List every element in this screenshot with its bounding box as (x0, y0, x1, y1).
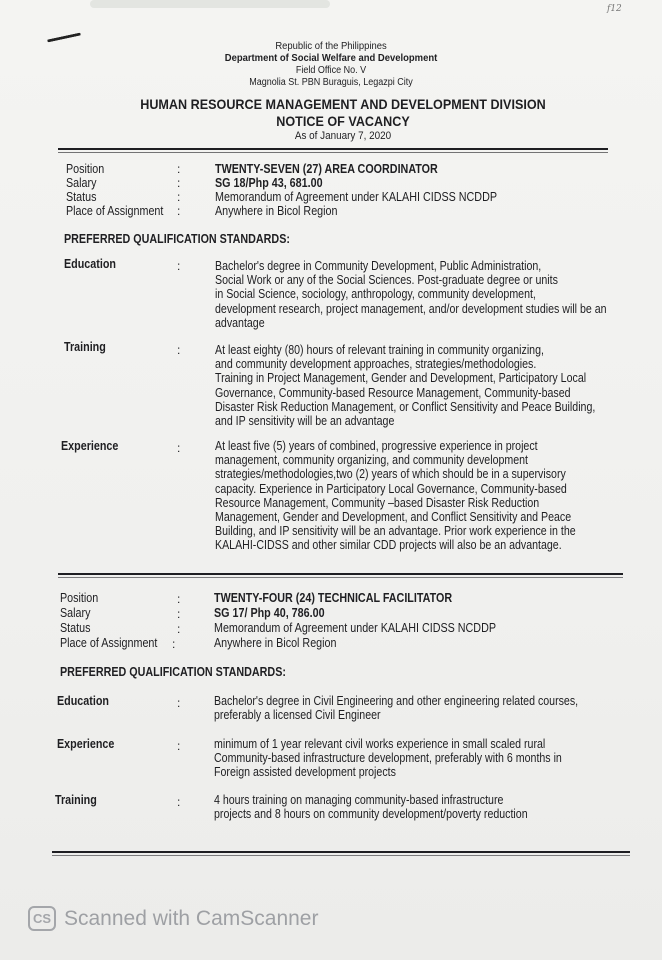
scan-smudge (90, 0, 330, 8)
colon: : (177, 622, 181, 636)
colon: : (177, 204, 181, 218)
header-divider (58, 148, 608, 150)
word: in (494, 439, 503, 453)
education-label: Education (64, 257, 116, 271)
pqs-heading: PREFERRED QUALIFICATION STANDARDS: (60, 665, 286, 679)
colon: : (177, 176, 181, 190)
camscanner-watermark (28, 906, 318, 931)
notice-title: NOTICE OF VACANCY (276, 113, 410, 129)
training-label: Training (55, 793, 97, 807)
header-republic: Republic of the Philippines (275, 40, 387, 52)
pqs-heading: PREFERRED QUALIFICATION STANDARDS: (64, 232, 290, 246)
place-label: Place of Assignment (60, 636, 158, 650)
text-line: Community-based infrastructure development, preferably with 6 months in (214, 751, 562, 766)
place-value: Anywhere in Bicol Region (215, 204, 338, 218)
text-line: Management, Gender and Development, and Conflict Sensitivity and Peace (215, 510, 572, 525)
colon: : (177, 190, 181, 204)
status-value: Memorandum of Agreement under KALAHI CIDSS NCDDP (214, 621, 497, 635)
training-label: Training (64, 340, 106, 354)
text-line: Social Work or any of the Social Sciences. Post-graduate degree or units (215, 273, 558, 288)
text-line: development research, project management, and/or development studies will be an (215, 301, 607, 316)
colon: : (177, 795, 181, 809)
salary-label: Salary (60, 606, 91, 620)
text-line: Resource Management, Community –based Disaster Risk Reduction (215, 495, 540, 510)
salary-value: SG 17/ Php 40, 786.00 (214, 606, 325, 620)
section-divider-thin (58, 577, 623, 578)
status-label: Status (66, 190, 97, 204)
salary-label: Salary (66, 176, 97, 190)
header-address: Magnolia St. PBN Buraguis, Legazpi City (249, 77, 413, 88)
text-line: 4 hours training on managing community-based infrastructure (214, 793, 504, 807)
text-line: projects and 8 hours on community development/poverty reduction (214, 807, 528, 822)
place-label: Place of Assignment (66, 204, 164, 218)
status-label: Status (60, 621, 91, 635)
word: years (288, 439, 315, 453)
position-label: Position (66, 162, 105, 176)
colon: : (177, 739, 181, 753)
word: five (253, 439, 270, 453)
text-line: Bachelor's degree in Community Development, Public Administration, (215, 259, 542, 273)
notice-date: As of January 7, 2020 (294, 130, 392, 142)
colon: : (177, 441, 181, 455)
text-line: strategies/methodologies,two (2) years of which should be in a supervisory (215, 467, 566, 482)
training-text (214, 793, 528, 821)
colon: : (177, 592, 181, 606)
colon: : (172, 637, 176, 651)
header-department: Department of Social Welfare and Development (224, 52, 438, 64)
justified-line (215, 439, 618, 453)
word: progressive (381, 439, 437, 453)
header-field-office: Field Office No. V (295, 65, 367, 76)
colon: : (177, 162, 181, 176)
colon: : (177, 696, 181, 710)
text-line: in Social Science, sociology, anthropology, community development, (215, 287, 536, 302)
salary-value: SG 18/Php 43, 681.00 (215, 176, 323, 190)
footer-divider-thin (52, 855, 630, 856)
experience-text (215, 439, 618, 553)
text-line: management, community organizing, and community development (215, 453, 529, 468)
word: combined, (329, 439, 379, 453)
watermark-text: Scanned with CamScanner (64, 906, 319, 930)
text-line: Governance, Community-based Resource Management, Community-based (215, 385, 571, 400)
place-value: Anywhere in Bicol Region (214, 636, 337, 650)
position-label: Position (60, 591, 99, 605)
position-value: TWENTY-FOUR (24) TECHNICAL FACILITATOR (214, 591, 453, 605)
text-line: KALAHI-CIDSS and other similar CDD projects will also be an advantage. (215, 538, 562, 553)
word: experience (439, 439, 492, 453)
word: of (317, 439, 327, 453)
text-line: preferably a licensed Civil Engineer (214, 708, 381, 723)
header-divider-thin (58, 152, 608, 153)
text-line: Training in Project Management, Gender and Development, Participatory Local (215, 371, 587, 386)
education-label: Education (57, 694, 109, 708)
camscanner-logo-icon: CS (28, 906, 56, 931)
word: At (215, 439, 226, 453)
text-line: Bachelor's degree in Civil Engineering and other engineering related courses, (214, 694, 579, 708)
colon: : (177, 607, 181, 621)
word: least (228, 439, 251, 453)
text-line: minimum of 1 year relevant civil works experience in small scaled rural (214, 737, 546, 751)
education-text (214, 694, 578, 722)
text-line: capacity. Experience in Participatory Local Governance, Community-based (215, 481, 567, 496)
text-line: Disaster Risk Reduction Management, or Conflict Sensitivity and Peace Building, (215, 399, 596, 414)
text-line: and community development approaches, strategies/methodologies. (215, 357, 537, 372)
experience-label: Experience (61, 439, 119, 453)
division-title: HUMAN RESOURCE MANAGEMENT AND DEVELOPMENT DIVISION (140, 96, 546, 112)
text-line: and IP sensitivity will be an advantage (215, 414, 395, 429)
training-text (215, 343, 595, 428)
section-divider (58, 573, 623, 575)
text-line: At least eighty (80) hours of relevant training in community organizing, (215, 343, 544, 357)
position-value: TWENTY-SEVEN (27) AREA COORDINATOR (215, 162, 438, 176)
status-value: Memorandum of Agreement under KALAHI CIDSS NCDDP (215, 190, 498, 204)
corner-handwritten-mark: f12 (607, 4, 622, 14)
text-line: Building, and IP sensitivity will be an advantage. Prior work experience in the (215, 524, 576, 539)
colon: : (177, 259, 181, 273)
word: project (505, 439, 538, 453)
experience-text (214, 737, 562, 780)
word: (5) (272, 439, 286, 453)
footer-divider (52, 851, 630, 853)
colon: : (177, 343, 181, 357)
education-text (215, 259, 607, 330)
text-line: advantage (215, 315, 265, 330)
experience-label: Experience (57, 737, 115, 751)
text-line: Foreign assisted development projects (214, 765, 396, 780)
